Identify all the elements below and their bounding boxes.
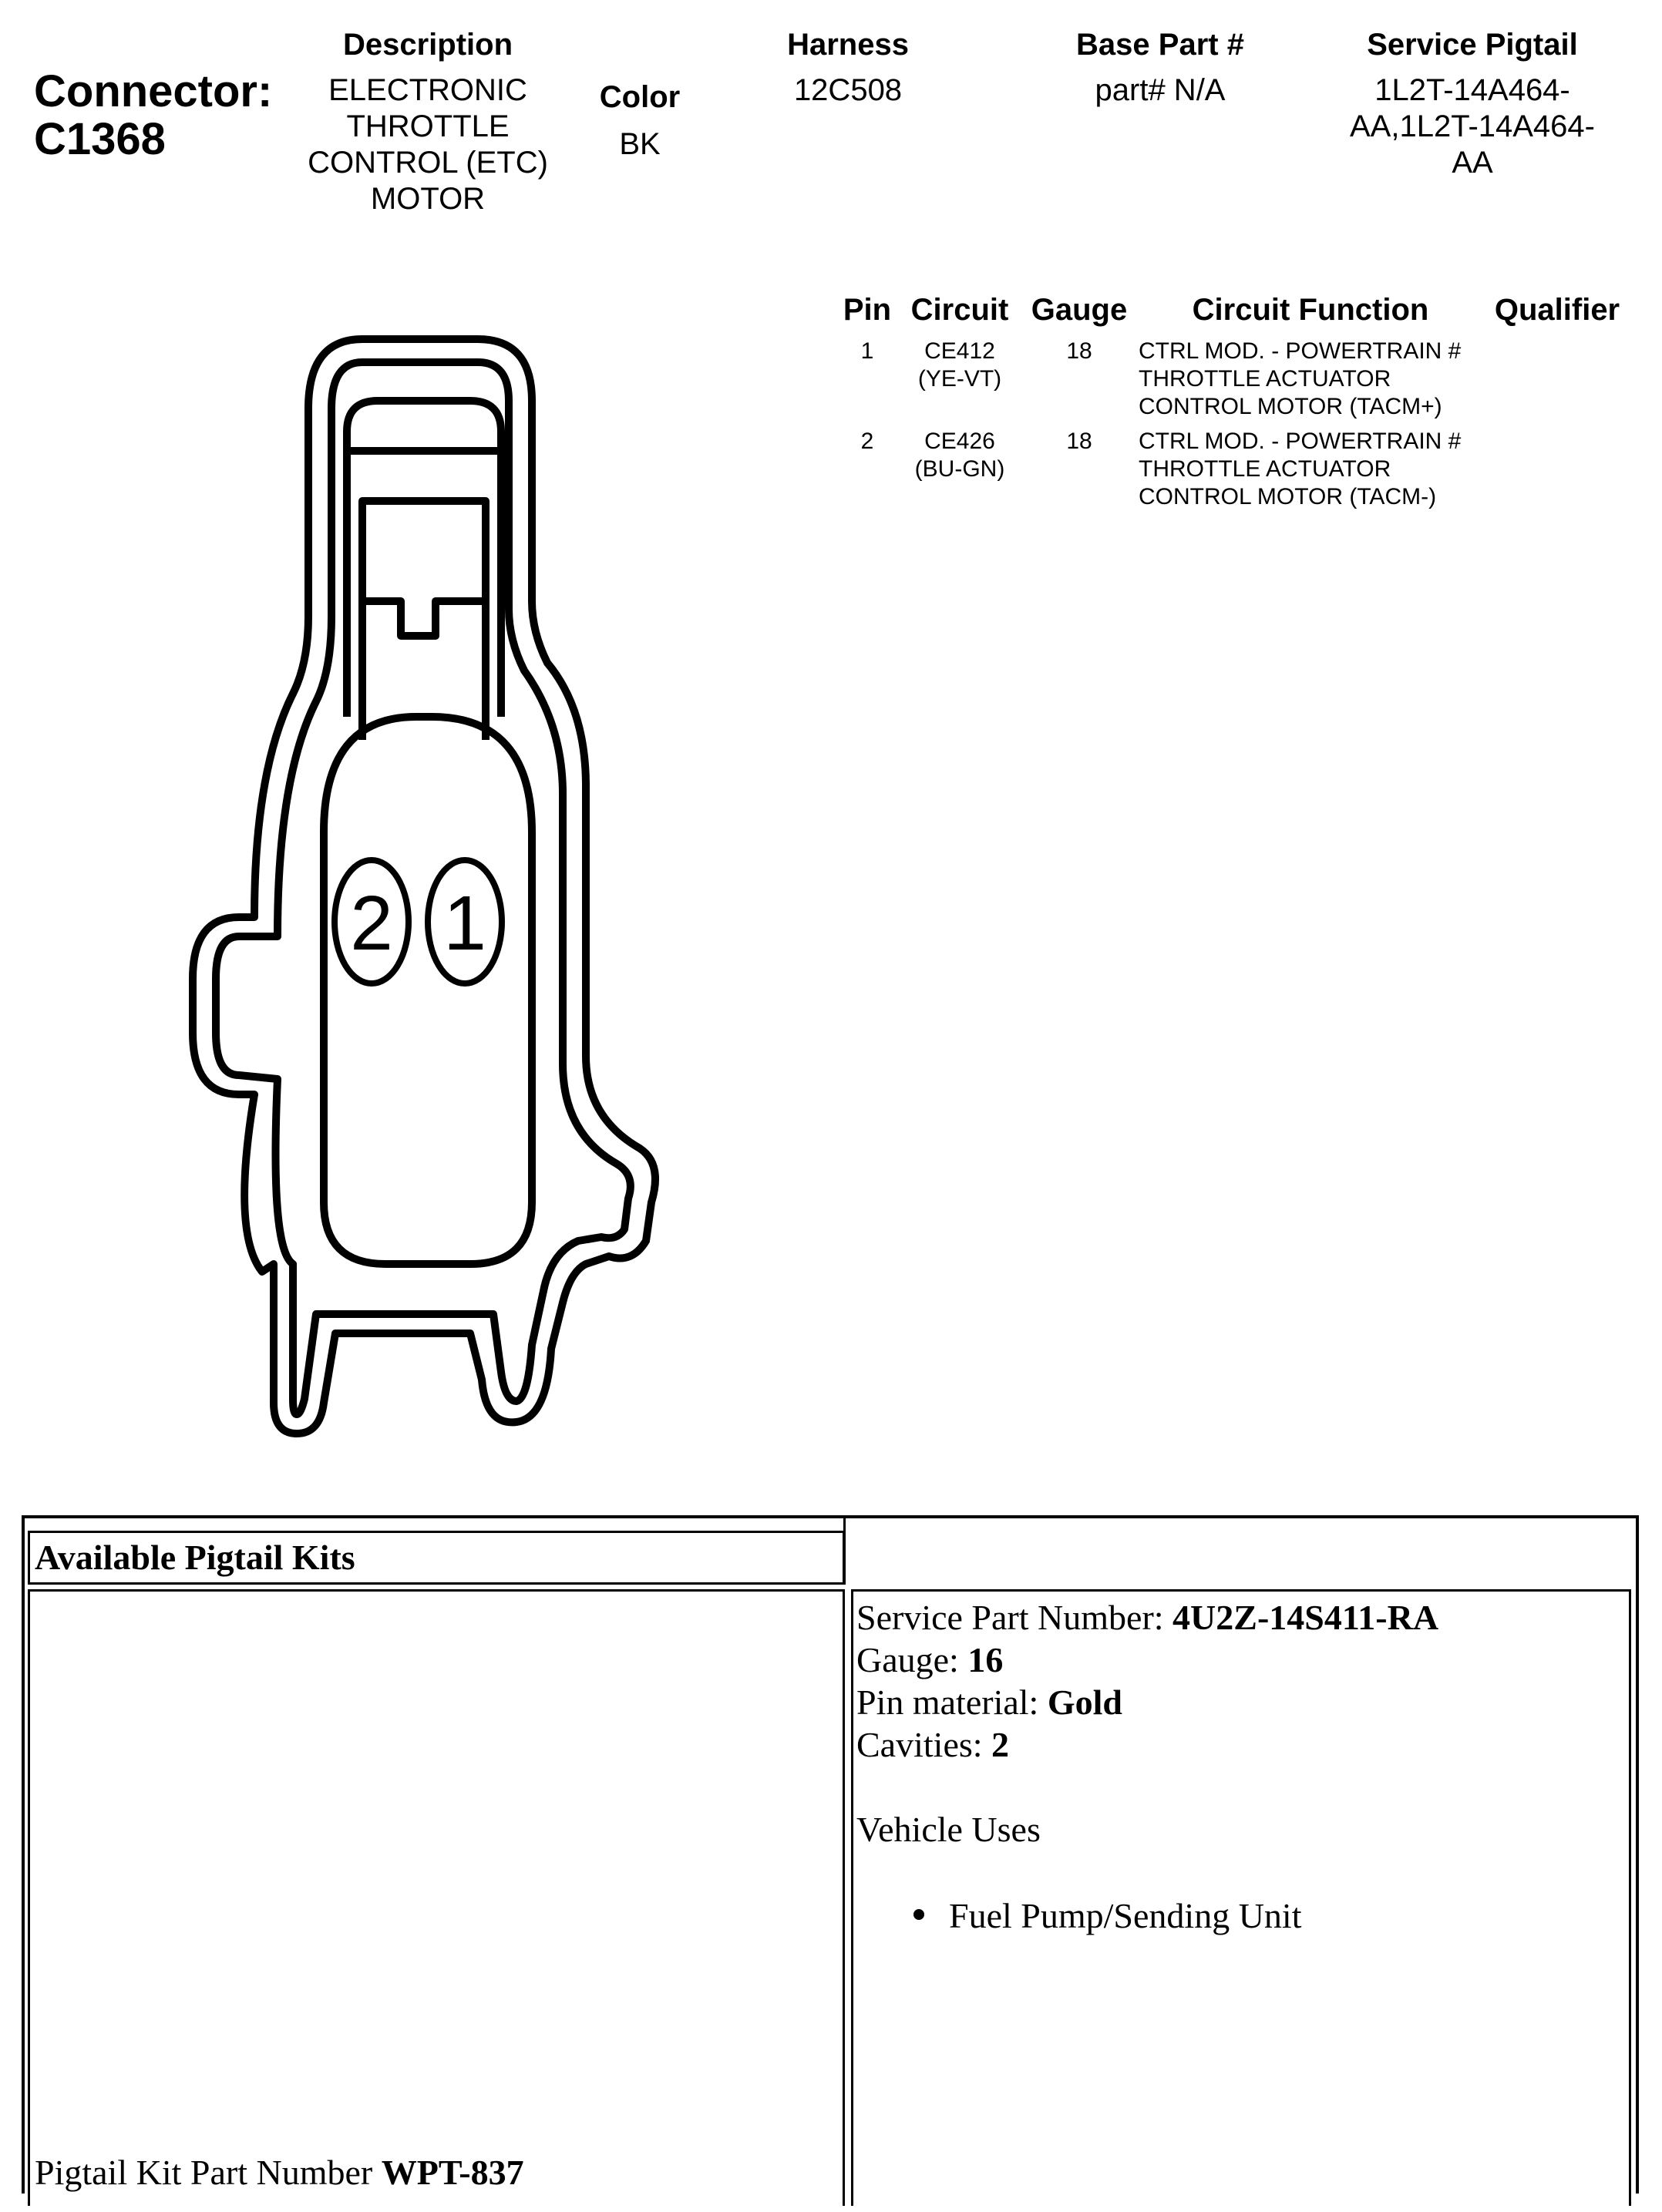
harness-header: Harness — [787, 28, 909, 62]
circuit-id: CE426 — [924, 429, 995, 454]
gauge-line — [856, 1639, 1003, 1681]
pin-material-value: Gold — [1047, 1683, 1122, 1722]
wire-color: (BU-GN) — [914, 456, 1005, 482]
function-line: CTRL MOD. - POWERTRAIN # — [1139, 429, 1462, 454]
service-pigtail-value — [1310, 72, 1634, 181]
pin-material-label: Pin material: — [856, 1683, 1048, 1722]
base-part-header: Base Part # — [1076, 28, 1244, 62]
cavities-line — [856, 1723, 1009, 1766]
description-value — [278, 72, 578, 217]
service-pigtail-line: AA — [1452, 146, 1493, 180]
function-cell — [1139, 338, 1478, 421]
description-line: MOTOR — [370, 182, 486, 216]
kit-part-value: WPT-837 — [381, 2153, 524, 2192]
service-part-label: Service Part Number: — [856, 1598, 1173, 1637]
pin-column-header: Pin — [843, 293, 892, 327]
pin-number: 1 — [860, 338, 874, 364]
function-line: CONTROL MOTOR (TACM-) — [1139, 484, 1437, 509]
gauge-column-header: Gauge — [1031, 293, 1128, 327]
cavity-1-label: 1 — [443, 880, 486, 966]
bullet-icon — [913, 1909, 924, 1920]
pigtail-kits-title-cell — [28, 1531, 845, 1585]
latch-window — [362, 501, 486, 740]
description-line: THROTTLE — [346, 109, 510, 143]
header-divider — [843, 1515, 846, 1585]
service-pigtail-line: AA,1L2T-14A464- — [1350, 109, 1595, 143]
circuit-column-header: Circuit — [910, 293, 1009, 327]
connector-title — [34, 68, 272, 163]
connector-id: C1368 — [34, 114, 166, 164]
cavities-value: 2 — [991, 1725, 1010, 1764]
function-column-header: Circuit Function — [1192, 293, 1429, 327]
vehicle-use-item: Fuel Pump/Sending Unit — [949, 1896, 1302, 1935]
description-line: ELECTRONIC — [328, 73, 527, 107]
cavity-2-label: 2 — [350, 880, 393, 966]
kit-part-label: Pigtail Kit Part Number — [35, 2153, 382, 2192]
function-line: CTRL MOD. - POWERTRAIN # — [1139, 338, 1462, 364]
service-part-line — [856, 1596, 1438, 1639]
service-pigtail-header: Service Pigtail — [1367, 28, 1578, 62]
circuit-cell — [902, 338, 1018, 393]
circuit-id: CE412 — [924, 338, 995, 364]
function-line: THROTTLE ACTUATOR — [1139, 456, 1391, 482]
description-line: CONTROL (ETC) — [308, 146, 548, 180]
housing-inner-outline — [216, 362, 631, 1414]
gauge-cell: 18 — [1066, 429, 1092, 454]
latch-notch — [362, 601, 486, 636]
gauge-value: 16 — [967, 1640, 1004, 1679]
pin-face-outline — [324, 717, 532, 1264]
color-value: BK — [619, 127, 661, 161]
base-part-value: part# N/A — [1095, 73, 1226, 107]
description-header: Description — [342, 28, 513, 62]
gauge-label: Gauge: — [856, 1640, 968, 1679]
function-line: CONTROL MOTOR (TACM+) — [1139, 394, 1442, 419]
pigtail-kit-image-cell — [28, 1589, 845, 2206]
wire-color: (YE-VT) — [917, 366, 1002, 392]
gauge-cell: 18 — [1066, 338, 1092, 364]
function-line: THROTTLE ACTUATOR — [1139, 366, 1391, 392]
harness-value: 12C508 — [793, 73, 903, 107]
pigtail-kits-title: Available Pigtail Kits — [35, 1538, 355, 1577]
service-part-value: 4U2Z-14S411-RA — [1172, 1598, 1439, 1637]
pigtail-kit-part-line — [35, 2151, 524, 2194]
connector-label: Connector: — [34, 66, 273, 116]
pin-number: 2 — [860, 429, 874, 454]
pigtail-kit-details-cell — [851, 1589, 1631, 2206]
qualifier-column-header: Qualifier — [1494, 293, 1620, 327]
cavities-label: Cavities: — [856, 1725, 992, 1764]
vehicle-uses-heading: Vehicle Uses — [856, 1810, 1041, 1849]
circuit-cell — [902, 428, 1018, 483]
pin-material-line — [856, 1681, 1122, 1723]
connector-face-diagram — [177, 324, 678, 1464]
function-cell — [1139, 428, 1478, 511]
service-pigtail-line: 1L2T-14A464- — [1374, 73, 1570, 107]
color-header: Color — [599, 80, 681, 114]
